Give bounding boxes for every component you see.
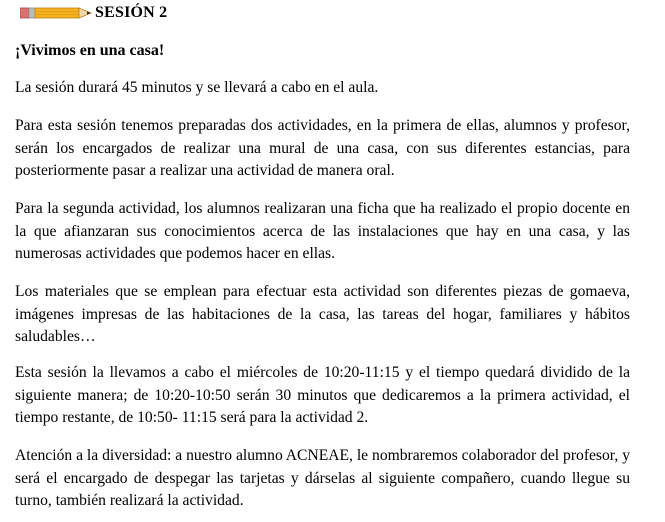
session-header: [15, 0, 630, 28]
section-heading: ¡Vivimos en una casa!: [15, 42, 165, 59]
paragraph-diversity: Atención a la diversidad: a nuestro alumno ACNEAE, le nombraremos colaborador del profesor, y será el encargado de despegar las tarjetas y dárselas al siguiente compañero, cuando llegue su turno, también realizará la actividad.: [15, 447, 630, 509]
document-page: [15, 0, 630, 509]
paragraph-materials: Los materiales que se emplean para efectuar esta actividad son diferentes piezas de gomaeva, imágenes impresas de las habitaciones de la casa, las tareas del hogar, familiares y hábitos saludables…: [15, 283, 630, 345]
paragraph-schedule: Esta sesión la llevamos a cabo el miércoles de 10:20-11:15 y el tiempo quedará dividido de la siguiente manera; de 10:20-10:50 serán 30 minutos que dedicaremos a la primera actividad, el tiempo restante, de 10:50- 11:15 será para la actividad 2.: [15, 364, 630, 426]
pencil-icon: [20, 6, 96, 20]
paragraph-second-activity: Para la segunda actividad, los alumnos realizaran una ficha que ha realizado el propio docente en la que afianzaran sus conocimientos acerca de las instalaciones que hay en una casa, y las numerosas actividades que podemos hacer en ellas.: [15, 200, 630, 262]
paragraph-duration: La sesión durará 45 minutos y se llevará a cabo en el aula.: [15, 79, 379, 96]
paragraph-activities: Para esta sesión tenemos preparadas dos actividades, en la primera de ellas, alumnos y profesor, serán los encargados de realizar una mural de una casa, con sus diferentes estancias, para posteriormente pasar a realizar una actividad de manera oral.: [15, 117, 630, 179]
session-title: SESIÓN 2: [95, 4, 168, 21]
